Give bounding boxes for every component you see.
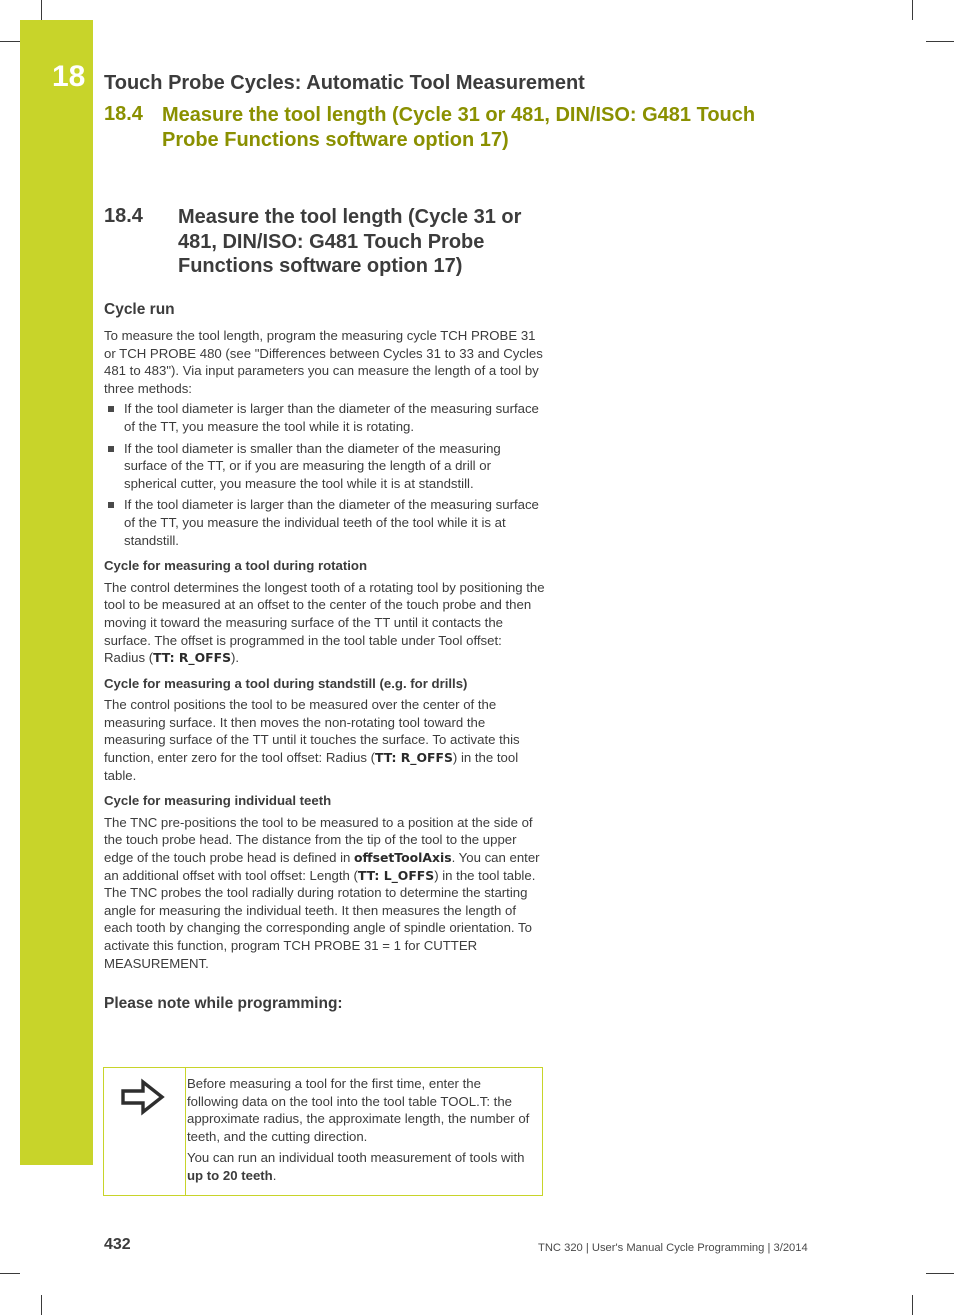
bold-text: up to 20 teeth: [187, 1167, 273, 1183]
running-header-title: Touch Probe Cycles: Automatic Tool Measurement: [104, 72, 585, 94]
teeth-text: The TNC pre-positions the tool to be measured to a position at the side of the touch probe head. The distance from the tip of the tool to the upper edge of the touch probe head is defined in offsetToolAxis. You can enter an additional offset with tool offset: Length (TT: L_OFFS) in the tool table. The TNC probes the tool radially during rotation to determine the starting angle for measuring the individual teeth. It then measures the length of each tooth by changing the corresponding angle of spindle orientation. To activate this function, program TCH PROBE 31 = 1 for CUTTER MEASUREMENT.: [104, 814, 540, 971]
bullet-icon: [108, 446, 114, 452]
note-paragraph: Before measuring a tool for the first time, enter the following data on the tool into the tool table TOOL.T: the approximate radius, the approximate length, the number of teeth, and the cutting direction.: [187, 1076, 530, 1144]
chapter-number: 18: [52, 60, 86, 93]
list-item: If the tool diameter is smaller than the diameter of the measuring surface of the TT, or if you are measuring the length of a drill or spherical cutter, you measure the tool while it is at standstill.: [104, 440, 546, 493]
list-item: If the tool diameter is larger than the diameter of the measuring surface of the TT, you measure the individual teeth of the tool while it is at standstill.: [104, 496, 546, 549]
rotation-heading: Cycle for measuring a tool during rotation: [104, 558, 368, 574]
cycle-run-heading: Cycle run: [104, 301, 175, 318]
running-header-section-title: Measure the tool length (Cycle 31 or 481, DIN/ISO: G481 Touch Probe Functions software option 17): [162, 104, 756, 151]
note-text: [187, 1075, 535, 1185]
main-content: [104, 300, 546, 1021]
crop-mark: [41, 1295, 42, 1315]
teeth-heading: Cycle for measuring individual teeth: [104, 793, 332, 809]
page-number: 432: [104, 1236, 131, 1253]
bullet-icon: [108, 406, 114, 412]
section-number: 18.4: [104, 205, 143, 227]
list-item: If the tool diameter is larger than the diameter of the measuring surface of the TT, you measure the tool while it is rotating.: [104, 400, 546, 435]
bullet-icon: [108, 502, 114, 508]
section-title: Measure the tool length (Cycle 31 or 481, DIN/ISO: G481 Touch Probe Functions software option 17): [178, 206, 522, 277]
crop-mark: [912, 1295, 913, 1315]
code-tt-r-offs: TT: R_OFFS: [374, 750, 453, 766]
code-tt-l-offs: TT: L_OFFS: [357, 867, 435, 883]
crop-mark: [0, 41, 20, 42]
code-tt-r-offs: TT: R_OFFS: [153, 650, 232, 666]
note-divider: [185, 1068, 186, 1195]
standstill-heading: Cycle for measuring a tool during standstill (e.g. for drills): [104, 675, 468, 691]
note-heading: Please note while programming:: [104, 995, 343, 1013]
crop-mark: [912, 0, 913, 20]
crop-mark: [926, 1273, 954, 1274]
cycle-run-intro: To measure the tool length, program the measuring cycle TCH PROBE 31 or TCH PROBE 480 (see "Differences between Cycles 31 to 33 and Cycles 481 to 483"). Via input parameters you can measure the length of a tool by three methods:: [104, 328, 543, 396]
running-header-section-number: 18.4: [104, 103, 143, 125]
note-box: [103, 1067, 543, 1196]
crop-mark: [0, 1273, 20, 1274]
code-offset-tool-axis: offsetToolAxis: [354, 850, 452, 866]
rotation-text: The control determines the longest tooth of a rotating tool by positioning the tool to be measured at an offset to the center of the touch probe and then moving it toward the measuring surface of the TT until it contacts the surface. The offset is programmed in the tool table under Tool offset: Radius (TT: R_OFFS).: [104, 579, 545, 666]
chapter-side-bar: [20, 20, 93, 1165]
method-list: [104, 400, 546, 549]
crop-mark: [926, 41, 954, 42]
crop-mark: [41, 0, 42, 20]
note-paragraph: You can run an individual tooth measurement of tools with up to 20 teeth.: [187, 1150, 525, 1183]
arrow-right-icon: [120, 1078, 166, 1116]
standstill-text: The control positions the tool to be measured over the center of the measuring surface. It then moves the non-rotating tool toward the measuring surface of the TT until it touches the surface. To activate this function, enter zero for the tool offset: Radius (TT: R_OFFS) in the tool table.: [104, 697, 520, 783]
footer-text: TNC 320 | User's Manual Cycle Programming | 3/2014: [538, 1242, 808, 1254]
